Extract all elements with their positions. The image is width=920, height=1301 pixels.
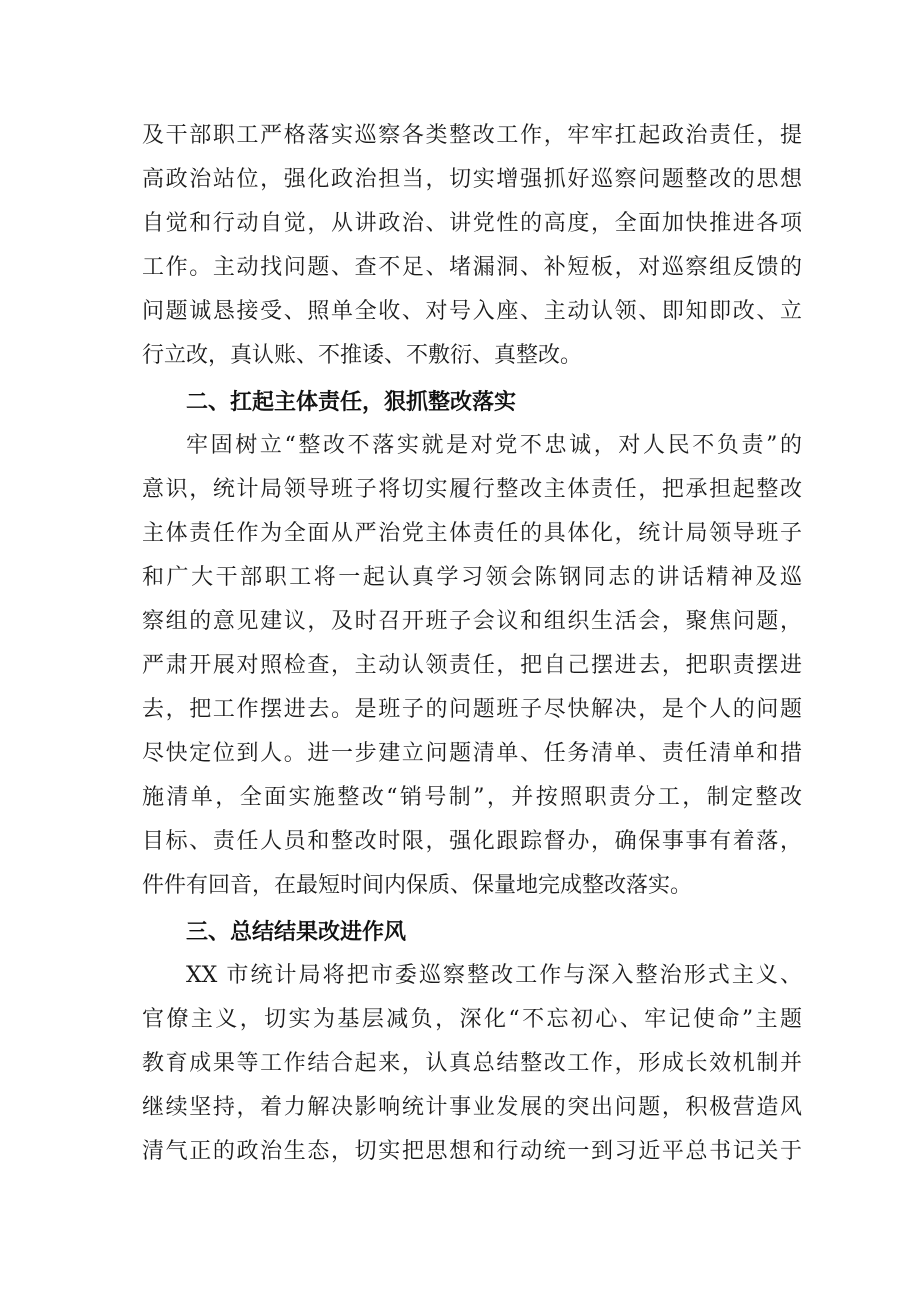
paragraph-3-line-5: 清气正的政治生态，切实把思想和行动统一到习近平总书记关于 xyxy=(142,1139,802,1164)
paragraph-2-line-4: 和广大干部职工将一起认真学习领会陈钢同志的讲话精神及巡 xyxy=(142,565,802,590)
section-heading-2: 二、扛起主体责任，狠抓整改落实 xyxy=(186,390,517,415)
paragraph-2-line-7: 去，把工作摆进去。是班子的问题班子尽快解决，是个人的问题 xyxy=(142,697,802,722)
paragraph-1-line-6: 行立改，真认账、不推诿、不敷衍、真整改。 xyxy=(142,343,583,368)
paragraph-2-line-2: 意识，统计局领导班子将切实履行整改主体责任，把承担起整改 xyxy=(142,477,802,502)
paragraph-2-line-5: 察组的意见建议，及时召开班子会议和组织生活会，聚焦问题， xyxy=(142,609,802,634)
paragraph-3-line-1: XX 市统计局将把市委巡察整改工作与深入整治形式主义、 xyxy=(186,963,802,988)
paragraph-1-line-2: 高政治站位，强化政治担当，切实增强抓好巡察问题整改的思想 xyxy=(142,167,802,192)
paragraph-3-line-4: 继续坚持，着力解决影响统计事业发展的突出问题，积极营造风 xyxy=(142,1095,802,1120)
paragraph-1-line-4: 工作。主动找问题、查不足、堵漏洞、补短板，对巡察组反馈的 xyxy=(142,255,802,280)
paragraph-2-line-6: 严肃开展对照检查，主动认领责任，把自己摆进去，把职责摆进 xyxy=(142,653,802,678)
paragraph-3-line-3: 教育成果等工作结合起来，认真总结整改工作，形成长效机制并 xyxy=(142,1051,802,1076)
section-heading-3: 三、总结结果改进作风 xyxy=(186,920,407,945)
paragraph-1-line-1: 及干部职工严格落实巡察各类整改工作，牢牢扛起政治责任，提 xyxy=(142,123,802,148)
paragraph-2-line-11: 件件有回音，在最短时间内保质、保量地完成整改落实。 xyxy=(142,873,693,898)
paragraph-3-line-2: 官僚主义，切实为基层减负，深化“不忘初心、牢记使命”主题 xyxy=(142,1007,802,1032)
paragraph-2-line-8: 尽快定位到人。进一步建立问题清单、任务清单、责任清单和措 xyxy=(142,741,802,766)
paragraph-2-line-10: 目标、责任人员和整改时限，强化跟踪督办，确保事事有着落， xyxy=(142,829,802,854)
paragraph-2-line-3: 主体责任作为全面从严治党主体责任的具体化，统计局领导班子 xyxy=(142,521,802,546)
paragraph-2-line-1: 牢固树立“整改不落实就是对党不忠诚，对人民不负责”的 xyxy=(186,433,802,458)
paragraph-1-line-5: 问题诚恳接受、照单全收、对号入座、主动认领、即知即改、立 xyxy=(142,299,802,324)
paragraph-2-line-9: 施清单，全面实施整改“销号制”，并按照职责分工，制定整改 xyxy=(142,785,802,810)
paragraph-1-line-3: 自觉和行动自觉，从讲政治、讲党性的高度，全面加快推进各项 xyxy=(142,211,802,236)
